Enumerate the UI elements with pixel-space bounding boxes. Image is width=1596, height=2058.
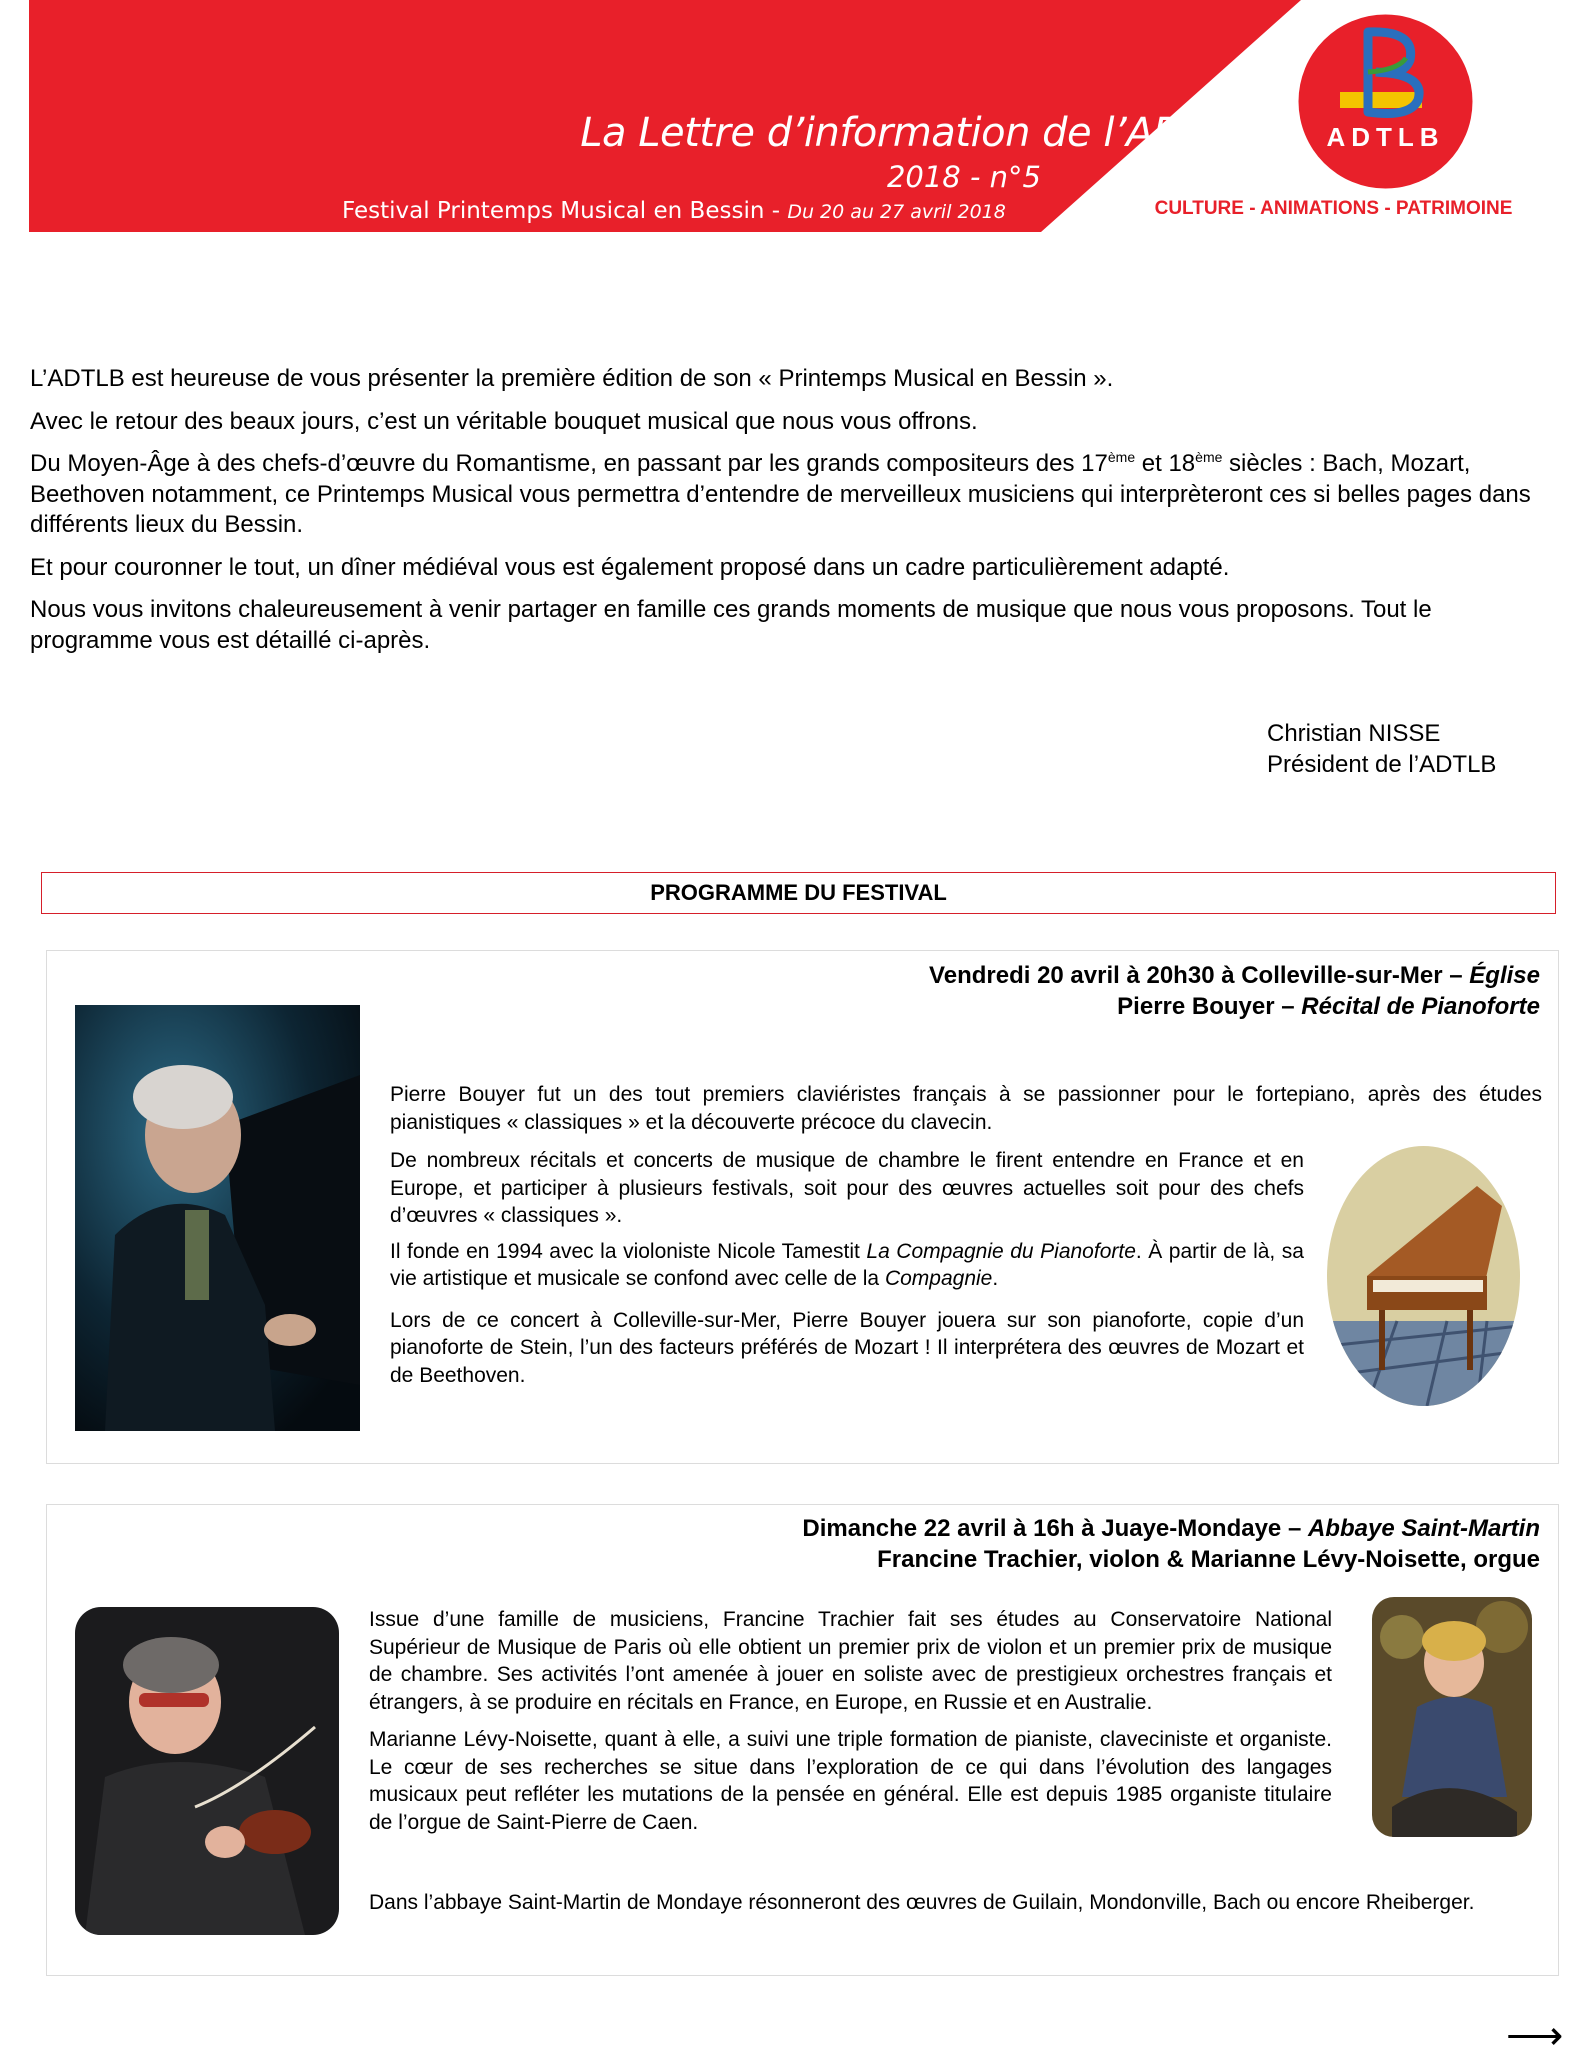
festival-subtitle: [342, 198, 1006, 224]
text-run: siècles : Bach, Mozart, Beethoven notamment, ce Printemps Musical vous permettra d’entendre de merveilleux musiciens qui interprèteront ces si belles pages dans différents lieux du Bessin.: [30, 450, 1531, 538]
event-heading: [802, 1513, 1540, 1575]
event-paragraph: Lors de ce concert à Colleville-sur-Mer, Pierre Bouyer jouera sur son pianoforte, copie d’un pianoforte de Stein, l’un des facteurs préférés de Mozart ! Il interprétera des œuvres de Mozart et de Beethoven.: [390, 1308, 1304, 1387]
violinist-photo: [75, 1607, 339, 1935]
text-run: Du Moyen-Âge à des chefs-d’œuvre du Romantisme, en passant par les grands compositeurs des 17: [30, 450, 1108, 477]
text-run: et 18: [1135, 450, 1196, 477]
text-run: .: [992, 1267, 999, 1290]
signatory-name: Christian NISSE: [1267, 720, 1441, 747]
event-venue: Abbaye Saint-Martin: [1307, 1515, 1540, 1542]
event-performer: Francine Trachier, violon & Marianne Lévy-Noisette, orgue: [877, 1546, 1540, 1573]
superscript: ème: [1107, 449, 1136, 465]
programme-heading: PROGRAMME DU FESTIVAL: [41, 872, 1556, 914]
signature: [1267, 718, 1496, 780]
performer-name: Pierre Bouyer –: [1117, 993, 1302, 1020]
event-date: Vendredi 20 avril à 20h30 à Colleville-sur-Mer –: [929, 962, 1470, 989]
text-run: . À partir de là, sa vie artistique et musicale se confond avec celle de la: [390, 1239, 1304, 1290]
pianist-photo: [75, 1005, 360, 1431]
superscript: ème: [1195, 449, 1223, 465]
organist-photo: [1372, 1597, 1532, 1837]
intro-paragraph: Nous vous invitons chaleureusement à venir partager en famille ces grands moments de musique que nous vous proposons. Tout le programme vous est détaillé ci-après.: [30, 596, 1432, 654]
text-run: Il fonde en 1994 avec la violoniste Nicole Tamestit: [390, 1239, 867, 1263]
event-paragraph: Dans l’abbaye Saint-Martin de Mondaye résonneront des œuvres de Guilain, Mondonville, Bach ou encore Rheiberger.: [369, 1891, 1475, 1914]
event-heading: [929, 960, 1540, 1022]
next-page-arrow-icon[interactable]: ⟶: [1506, 2014, 1564, 2058]
signatory-role: Président de l’ADTLB: [1267, 751, 1497, 778]
festival-dates: Du 20 au 27 avril 2018: [787, 201, 1006, 223]
intro-paragraph: Avec le retour des beaux jours, c’est un véritable bouquet musical que nous vous offrons.: [30, 407, 978, 435]
event-paragraph: De nombreux récitals et concerts de musique de chambre le firent entendre en France et en Europe, et participer à plusieurs festivals, soit pour des œuvres actuelles soit pour des chefs d’œuvres « classiques ».: [390, 1149, 1304, 1227]
event-paragraph: Marianne Lévy-Noisette, quant à elle, a suivi une triple formation de pianiste, claveciniste et organiste. Le cœur de ses recherches se situe dans l’exploration de ce qui dans l’évolution des langages musicaux peut refléter les mutations de la pensée en général. Elle est depuis 1985 organiste titulaire de l’orgue de Saint-Pierre de Caen.: [369, 1728, 1332, 1834]
event-description-cont: [369, 1889, 1542, 1925]
event-description: [390, 1081, 1542, 1144]
event-paragraph: Issue d’une famille de musiciens, Francine Trachier fait ses études au Conservatoire National Supérieur de Musique de Paris où elle obtient un premier prix de violon et un premier prix de musique de chambre. Ses activités l’ont amenée à jouer en soliste avec de prestigieux orchestres français et étrangers, à se produire en récitals en France, en Europe, en Russie et en Australie.: [369, 1608, 1332, 1714]
event-description-cont: [390, 1147, 1304, 1397]
event-card: [46, 1504, 1559, 1976]
pianoforte-photo: [1327, 1146, 1520, 1406]
intro-paragraph: L’ADTLB est heureuse de vous présenter la première édition de son « Printemps Musical en Bessin ».: [30, 365, 1114, 392]
event-date-place: [929, 960, 1540, 991]
newsletter-title: La Lettre d’information de l’ADTLB: [580, 110, 1256, 156]
logo-wordmark: ADTLB: [1326, 122, 1445, 152]
event-card: [46, 950, 1559, 1464]
event-paragraph: Pierre Bouyer fut un des tout premiers claviéristes français à se passionner pour le fortepiano, après des études pianistiques « classiques » et la découverte précoce du clavecin.: [390, 1083, 1542, 1134]
intro-paragraph: [30, 449, 1560, 541]
event-venue: Église: [1469, 962, 1540, 989]
event-paragraph: [390, 1238, 1304, 1293]
event-date: Dimanche 22 avril à 16h à Juaye-Mondaye –: [802, 1515, 1308, 1542]
issue-number: 2018 - n°5: [886, 160, 1041, 194]
event-description: [369, 1606, 1332, 1844]
tagline: CULTURE - ANIMATIONS - PATRIMOINE: [1154, 198, 1513, 219]
intro-text: [30, 364, 1560, 668]
intro-paragraph: Et pour couronner le tout, un dîner médiéval vous est également proposé dans un cadre particulièrement adapté.: [30, 553, 1230, 581]
festival-name: Festival Printemps Musical en Bessin -: [342, 198, 788, 224]
logo-mark: [1298, 14, 1473, 189]
ensemble-name: La Compagnie du Pianoforte: [866, 1239, 1136, 1263]
event-type: Récital de Pianoforte: [1301, 993, 1540, 1020]
event-performer: [929, 991, 1540, 1022]
adtlb-logo: [1298, 14, 1473, 189]
ensemble-name: Compagnie: [884, 1267, 993, 1290]
event-date-place: [802, 1513, 1540, 1544]
